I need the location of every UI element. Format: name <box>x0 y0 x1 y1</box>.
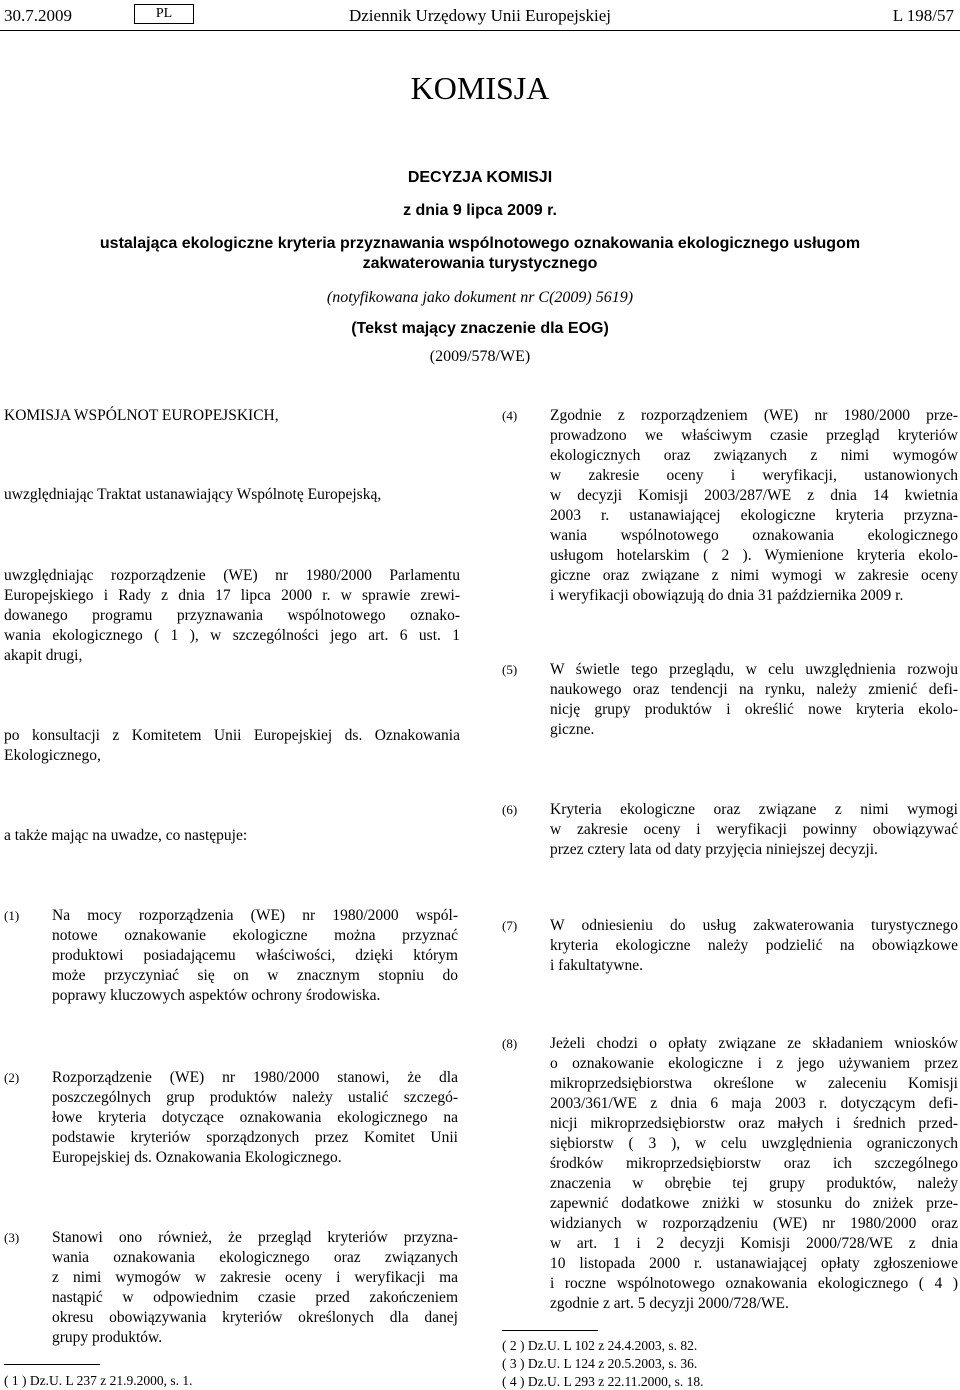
text-line: wania oznakowania ekologicznego oraz związanych <box>52 1249 458 1266</box>
text-line: dowanego programu przyznawania wspólnotowego oznako- <box>4 607 460 624</box>
recital-number: (6) <box>502 802 518 817</box>
text-line: zgodnie z art. 5 decyzji 2000/728/WE. <box>550 1295 789 1312</box>
text-line: Rozporządzenie (WE) nr 1980/2000 stanowi, że dla <box>52 1069 458 1086</box>
header-rule <box>0 30 960 31</box>
footnote-rule <box>4 1364 100 1365</box>
document-subject-cont: zakwaterowania turystycznego <box>362 255 598 272</box>
text-line: 10 listopada 2000 r. ustanawiającej opłaty zgłoszeniowe <box>550 1255 958 1272</box>
citation-consultation <box>4 726 460 766</box>
text-line: Na mocy rozporządzenia (WE) nr 1980/2000 wspól- <box>52 907 458 924</box>
text-line: produktowi posiadającemu właściwości, dzięki którym <box>52 947 458 964</box>
recital-number: (4) <box>502 408 518 423</box>
text-line: naukowego oraz tendencji na rynku, należy zmienić defi- <box>550 681 958 698</box>
text-line: grupy produktów. <box>52 1329 163 1346</box>
text-line: 2003 r. ustanawiającej ekologiczne kryteria przyzna- <box>550 507 958 524</box>
recital-number: (8) <box>502 1036 518 1051</box>
text-line: poprawy kluczowych aspektów ochrony środowiska. <box>52 987 381 1004</box>
footnote-1: ( 1 ) Dz.U. L 237 z 21.9.2000, s. 1. <box>4 1373 193 1388</box>
journal-title: Dziennik Urzędowy Unii Europejskiej <box>348 6 611 25</box>
recital-8 <box>550 1034 958 1314</box>
text-line: mikroprzedsiębiorstwa określone w zaleceniu Komisji <box>550 1075 958 1092</box>
footnote-3: ( 3 ) Dz.U. L 124 z 20.5.2003, s. 36. <box>502 1356 698 1371</box>
text-line: Europejskiego i Rady z dnia 17 lipca 2000 r. w sprawie zrewi- <box>4 587 460 604</box>
recital-4 <box>550 406 958 606</box>
text-line: prowadzono we właściwym czasie przegląd kryteriów <box>550 427 958 444</box>
text-line: giczne oraz związane z nimi wymogi w zakresie oceny <box>550 567 958 584</box>
text-line: wania wspólnotowego oznakowania ekologicznego <box>550 527 958 544</box>
recital-number: (5) <box>502 662 518 677</box>
recital-number: (3) <box>4 1230 20 1245</box>
text-line: kryteria ekologiczne należy podzielić na obowiązkowe <box>550 937 958 954</box>
text-line: siębiorstw ( 3 ), w celu uwzględnienia ograniczonych <box>550 1135 958 1152</box>
recital-6 <box>550 800 958 860</box>
text-line: okresu obowiązywania kryteriów określonych dla danej <box>52 1309 458 1326</box>
text-line: Kryteria ekologiczne oraz związane z nimi wymogi <box>550 801 958 818</box>
recital-number: (2) <box>4 1070 20 1085</box>
text-line: łowe kryteria dotyczące oznakowania ekologicznego na <box>52 1109 458 1126</box>
document-subject: ustalająca ekologiczne kryteria przyznawania wspólnotowego oznakowania ekologicznego usługom <box>99 235 861 252</box>
text-line: widzianych w rozporządzeniu (WE) nr 1980/2000 oraz <box>550 1215 958 1232</box>
recital-7 <box>550 916 958 976</box>
text-line: przez cztery lata od daty przyjęcia niniejszej decyzji. <box>550 841 878 858</box>
text-line: może przyczyniać się on w znacznym stopniu do <box>52 967 458 984</box>
text-line: ekologicznych oraz związanych z nimi wymogów <box>550 447 958 464</box>
text-line: Zgodnie z rozporządzeniem (WE) nr 1980/2000 prze- <box>550 407 958 424</box>
text-line: notowe oznakowanie ekologiczne można przyznać <box>52 927 458 944</box>
page-reference: L 198/57 <box>892 6 954 25</box>
text-line: wania ekologicznego ( 1 ), w szczególności jego art. 6 ust. 1 <box>4 627 460 644</box>
text-line: w zakresie oceny i weryfikacji, ustanowionych <box>550 467 958 484</box>
citation-treaty: uwzględniając Traktat ustanawiający Wspólnotę Europejską, <box>4 486 382 503</box>
eea-relevance: (Tekst mający znaczenie dla EOG) <box>351 320 609 337</box>
text-line: W świetle tego przeglądu, w celu uwzględnienia rozwoju <box>550 661 958 678</box>
document-type: DECYZJA KOMISJI <box>407 169 553 186</box>
text-line: Europejskiej ds. Oznakowania Ekologicznego. <box>52 1149 342 1166</box>
footnote-2: ( 2 ) Dz.U. L 102 z 24.4.2003, s. 82. <box>502 1338 698 1353</box>
document-date: z dnia 9 lipca 2009 r. <box>403 202 557 219</box>
text-line: z nimi wymogów w zakresie oceny i weryfikacji ma <box>52 1269 458 1286</box>
text-line: Jeżeli chodzi o opłaty związane ze składaniem wniosków <box>550 1035 958 1052</box>
text-line: nastąpić w odpowiednim czasie przed zakończeniem <box>52 1289 458 1306</box>
text-line: środków mikroprzedsiębiorstw oraz ich szczególnego <box>550 1155 958 1172</box>
publication-date: 30.7.2009 <box>4 6 72 25</box>
recital-3 <box>52 1228 458 1348</box>
text-line: nicji mikroprzedsiębiorstw oraz małych i średnich przed- <box>550 1115 958 1132</box>
recital-2 <box>52 1068 458 1168</box>
commission-heading: KOMISJA WSPÓLNOT EUROPEJSKICH, <box>4 407 279 424</box>
language-badge: PL <box>134 4 194 24</box>
text-line: po konsultacji z Komitetem Unii Europejskiej ds. Oznakowania <box>4 727 460 744</box>
text-line: W odniesieniu do usług zakwaterowania turystycznego <box>550 917 958 934</box>
recital-1 <box>52 906 458 1006</box>
notification-note: (notyfikowana jako dokument nr C(2009) 5619) <box>326 289 634 306</box>
recital-5 <box>550 660 958 740</box>
text-line: Ekologicznego, <box>4 747 101 764</box>
text-line: w art. 1 i 2 decyzji Komisji 2000/728/WE z dnia <box>550 1235 958 1252</box>
text-line: podstawie kryteriów sporządzonych przez Komitet Unii <box>52 1129 458 1146</box>
text-line: w zakresie oceny i weryfikacji powinny obowiązywać <box>550 821 958 838</box>
text-line: i fakultatywne. <box>550 957 643 974</box>
text-line: akapit drugi, <box>4 647 83 664</box>
text-line: poszczególnych grup produktów należy ustalić szczegó- <box>52 1089 458 1106</box>
footnote-rule <box>502 1330 598 1331</box>
text-line: usługom hotelarskim ( 2 ). Wymienione kryteria ekolo- <box>550 547 958 564</box>
text-line: zapewnić dodatkowe zniżki w stosunku do zniżek prze- <box>550 1195 958 1212</box>
text-line: giczne. <box>550 721 595 738</box>
institution-title: KOMISJA <box>410 70 550 106</box>
text-line: znaczenia w obrębie tej grupy produktów, należy <box>550 1175 958 1192</box>
recital-number: (7) <box>502 918 518 933</box>
recital-number: (1) <box>4 908 20 923</box>
text-line: w decyzji Komisji 2003/287/WE z dnia 14 kwietnia <box>550 487 958 504</box>
whereas-intro: a także mając na uwadze, co następuje: <box>4 827 248 844</box>
citation-regulation <box>4 566 460 666</box>
text-line: uwzględniając rozporządzenie (WE) nr 1980/2000 Parlamentu <box>4 567 460 584</box>
footnote-4: ( 4 ) Dz.U. L 293 z 22.11.2000, s. 18. <box>502 1374 704 1389</box>
decision-number: (2009/578/WE) <box>429 348 531 365</box>
text-line: nicję grupy produktów i określić nowe kryteria ekolo- <box>550 701 958 718</box>
text-line: i weryfikacji obowiązują do dnia 31 października 2009 r. <box>550 587 904 604</box>
text-line: o oznakowanie ekologiczne i z jego używaniem przez <box>550 1055 958 1072</box>
text-line: Stanowi ono również, że przegląd kryteriów przyzna- <box>52 1229 458 1246</box>
text-line: i roczne wspólnotowego oznakowania ekologicznego ( 4 ) <box>550 1275 958 1292</box>
text-line: 2003/361/WE z dnia 6 maja 2003 r. dotyczącym defi- <box>550 1095 958 1112</box>
